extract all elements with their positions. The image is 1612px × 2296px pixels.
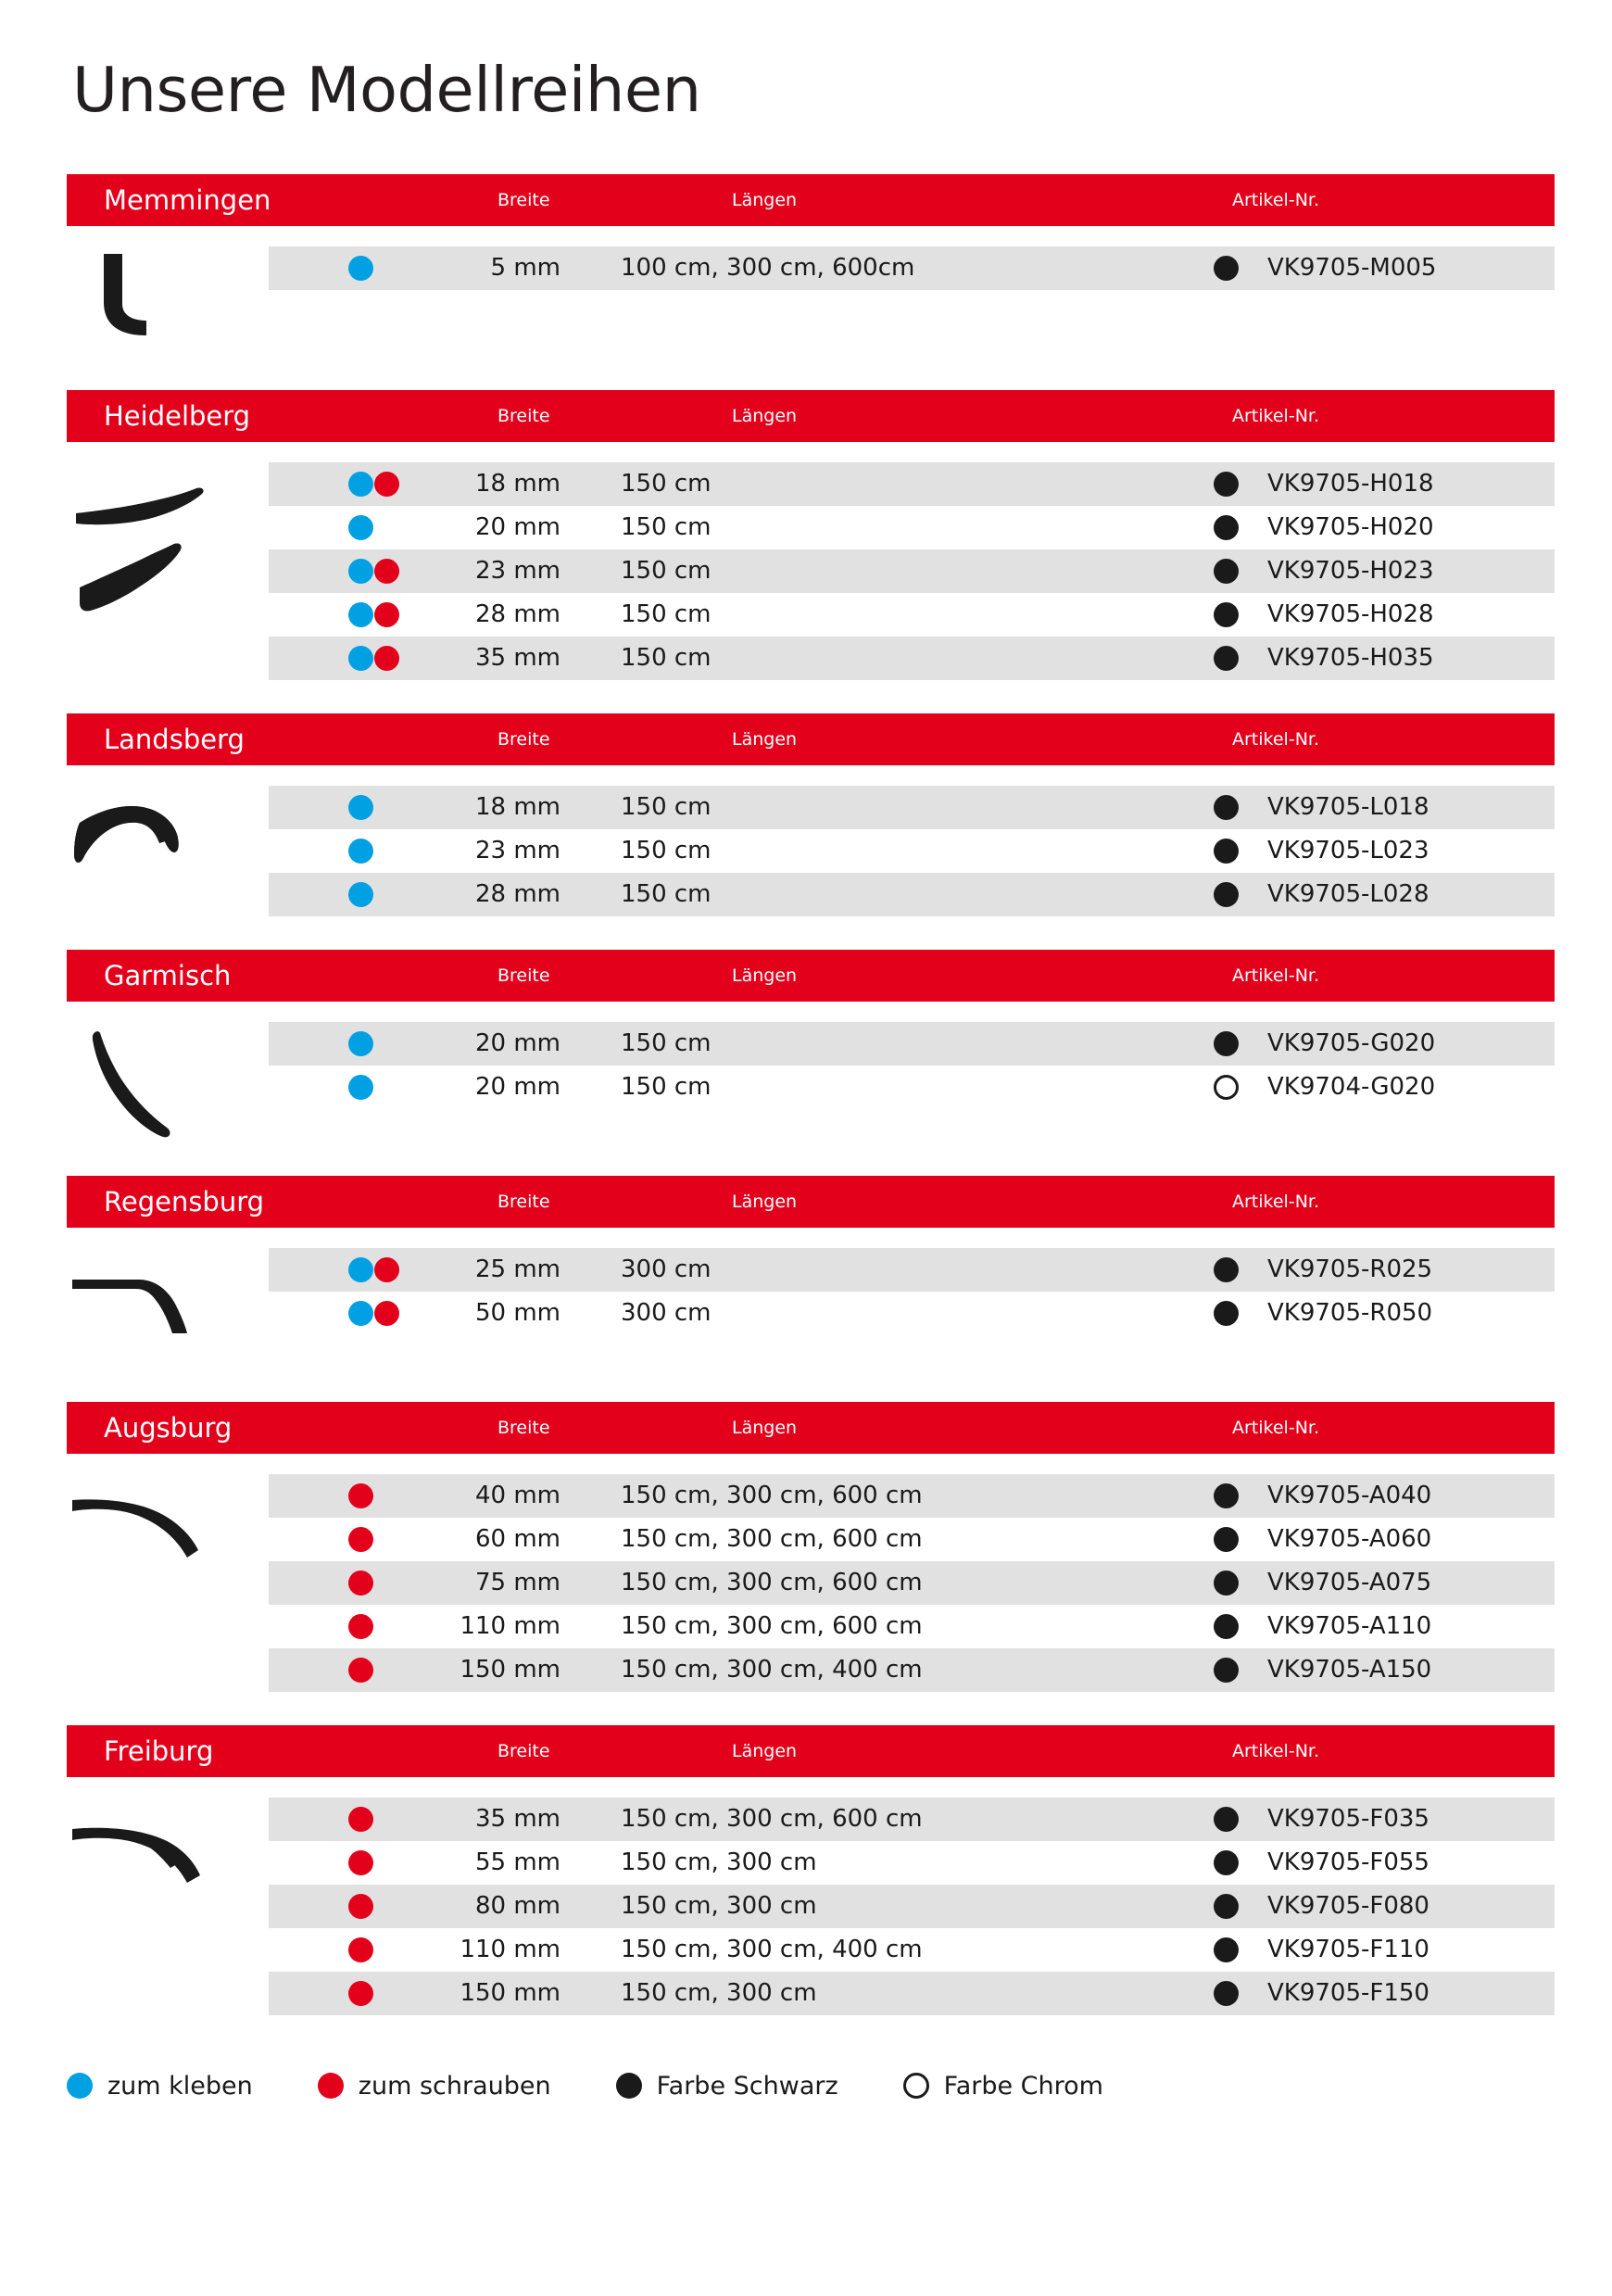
series-name: Landsberg	[104, 724, 245, 756]
rows-freiburg	[269, 1777, 1555, 2015]
red-dot-icon	[374, 1257, 399, 1282]
cell-laengen: 300 cm	[621, 1255, 712, 1284]
series-body	[0, 1228, 1612, 1402]
column-header-breite: Breite	[497, 729, 550, 751]
spacer	[0, 1692, 1612, 1725]
cell-breite: 55 mm	[474, 1848, 560, 1877]
red-dot-icon	[348, 1483, 373, 1508]
series-body	[0, 442, 1612, 713]
cell-laengen: 150 cm	[621, 880, 712, 909]
cell-artikel: VK9705-A110	[1267, 1612, 1432, 1641]
black-dot-icon	[1214, 1614, 1239, 1639]
series-name: Garmisch	[104, 960, 232, 992]
black-dot-icon	[1214, 602, 1239, 627]
black-dot-icon	[1214, 1483, 1239, 1508]
red-dot-icon	[374, 1301, 399, 1326]
legend-item-chrome	[903, 2072, 1103, 2100]
spacer	[0, 680, 1612, 713]
black-dot-icon	[1214, 646, 1239, 671]
column-header-laengen: Längen	[732, 729, 798, 751]
rows-regensburg	[269, 1228, 1555, 1335]
series-header-freiburg	[67, 1725, 1555, 1777]
profile-illustration-freiburg	[67, 1798, 266, 1927]
spacer	[0, 916, 1612, 950]
spacer	[0, 122, 1612, 174]
legend-label: zum kleben	[107, 2071, 253, 2100]
legend-label: Farbe Chrom	[943, 2071, 1103, 2100]
red-dot-icon	[348, 1937, 373, 1962]
series-header-heidelberg	[67, 390, 1555, 442]
cell-artikel: VK9705-H018	[1267, 470, 1434, 498]
cell-breite: 60 mm	[474, 1525, 560, 1554]
cell-artikel: VK9705-M005	[1267, 254, 1437, 283]
rows-memmingen	[269, 226, 1555, 290]
series-name: Regensburg	[104, 1186, 265, 1218]
blue-dot-icon	[348, 839, 373, 864]
cell-artikel: VK9705-A040	[1267, 1482, 1432, 1510]
cell-laengen: 150 cm, 300 cm, 600 cm	[621, 1525, 923, 1554]
blue-dot-icon	[348, 472, 373, 497]
black-dot-icon	[1214, 1031, 1239, 1056]
legend	[67, 2058, 1612, 2113]
cell-breite: 20 mm	[474, 513, 560, 542]
cell-artikel: VK9705-H035	[1267, 644, 1434, 673]
cell-artikel: VK9705-R050	[1267, 1299, 1433, 1328]
blue-dot-icon	[348, 1257, 373, 1282]
blue-dot-icon	[348, 559, 373, 584]
rows-heidelberg	[269, 442, 1555, 680]
table-row	[269, 1885, 1555, 1928]
column-header-breite: Breite	[497, 406, 550, 427]
cell-breite: 20 mm	[474, 1029, 560, 1058]
chrome-dot-icon	[903, 2073, 929, 2099]
column-header-breite: Breite	[497, 1418, 550, 1439]
cell-breite: 28 mm	[474, 600, 560, 629]
red-dot-icon	[374, 646, 399, 671]
cell-breite: 23 mm	[474, 557, 560, 586]
cell-laengen: 150 cm, 300 cm, 600 cm	[621, 1612, 923, 1641]
cell-breite: 110 mm	[460, 1612, 560, 1641]
cell-artikel: VK9705-R025	[1267, 1255, 1433, 1284]
table-row	[269, 1066, 1555, 1109]
cell-artikel: VK9705-H023	[1267, 557, 1434, 586]
red-dot-icon	[348, 1981, 373, 2006]
cell-artikel: VK9705-A150	[1267, 1656, 1432, 1684]
black-dot-icon	[1214, 472, 1239, 497]
profile-illustration-regensburg	[67, 1248, 266, 1359]
cell-laengen: 150 cm, 300 cm, 400 cm	[621, 1936, 923, 1964]
table-row	[269, 786, 1555, 829]
series-name: Memmingen	[104, 184, 271, 217]
cell-breite: 80 mm	[474, 1892, 560, 1921]
legend-item-glue	[67, 2072, 253, 2100]
table-row	[269, 1798, 1555, 1841]
black-dot-icon	[1214, 1527, 1239, 1552]
cell-breite: 18 mm	[474, 793, 560, 822]
cell-laengen: 150 cm	[621, 1029, 712, 1058]
column-header-laengen: Längen	[732, 1418, 798, 1439]
series-body	[0, 1777, 1612, 2015]
cell-breite: 40 mm	[474, 1482, 560, 1510]
cell-artikel: VK9705-L028	[1267, 880, 1429, 909]
table-row	[269, 1561, 1555, 1605]
black-dot-icon	[1214, 795, 1239, 820]
blue-dot-icon	[348, 795, 373, 820]
series-header-regensburg	[67, 1176, 1555, 1228]
table-row	[269, 1474, 1555, 1518]
cell-breite: 50 mm	[474, 1299, 560, 1328]
cell-laengen: 150 cm	[621, 644, 712, 673]
column-header-artikel: Artikel-Nr.	[1232, 190, 1320, 211]
column-header-artikel: Artikel-Nr.	[1232, 1192, 1320, 1213]
red-dot-icon	[348, 1614, 373, 1639]
profile-illustration-augsburg	[67, 1474, 266, 1595]
red-dot-icon	[348, 1894, 373, 1919]
red-dot-icon	[348, 1807, 373, 1832]
red-dot-icon	[374, 559, 399, 584]
cell-laengen: 150 cm	[621, 837, 712, 865]
blue-dot-icon	[348, 602, 373, 627]
black-dot-icon	[1214, 559, 1239, 584]
cell-laengen: 150 cm	[621, 793, 712, 822]
black-dot-icon	[1214, 1894, 1239, 1919]
table-row	[269, 1292, 1555, 1335]
cell-artikel: VK9705-F055	[1267, 1848, 1429, 1877]
cell-artikel: VK9705-G020	[1267, 1029, 1436, 1058]
black-dot-icon	[1214, 515, 1239, 540]
black-dot-icon	[1214, 1850, 1239, 1875]
red-dot-icon	[374, 472, 399, 497]
cell-breite: 150 mm	[460, 1979, 560, 2008]
cell-artikel: VK9705-F150	[1267, 1979, 1429, 2008]
rows-augsburg	[269, 1454, 1555, 1692]
black-dot-icon	[1214, 256, 1239, 281]
cell-artikel: VK9705-F035	[1267, 1805, 1429, 1834]
series-header-memmingen	[67, 174, 1555, 226]
column-header-artikel: Artikel-Nr.	[1232, 1741, 1320, 1762]
cell-laengen: 150 cm	[621, 1073, 712, 1102]
legend-label: zum schrauben	[358, 2071, 551, 2100]
blue-dot-icon	[348, 646, 373, 671]
legend-label: Farbe Schwarz	[656, 2071, 838, 2100]
cell-artikel: VK9704-G020	[1267, 1073, 1436, 1102]
cell-laengen: 300 cm	[621, 1299, 712, 1328]
column-header-artikel: Artikel-Nr.	[1232, 1418, 1320, 1439]
profile-illustration-landsberg	[67, 786, 266, 906]
table-row	[269, 637, 1555, 680]
table-row	[269, 462, 1555, 506]
red-dot-icon	[318, 2073, 344, 2099]
series-block-regensburg	[0, 1176, 1612, 1402]
black-dot-icon	[1214, 1301, 1239, 1326]
cell-laengen: 150 cm	[621, 470, 712, 498]
series-name: Augsburg	[104, 1412, 233, 1444]
cell-breite: 35 mm	[474, 644, 560, 673]
cell-breite: 75 mm	[474, 1569, 560, 1597]
column-header-breite: Breite	[497, 1192, 550, 1213]
black-dot-icon	[1214, 1658, 1239, 1683]
cell-artikel: VK9705-F080	[1267, 1892, 1429, 1921]
table-row	[269, 829, 1555, 873]
rows-landsberg	[269, 765, 1555, 916]
series-header-augsburg	[67, 1402, 1555, 1454]
red-dot-icon	[348, 1658, 373, 1683]
column-header-laengen: Längen	[732, 190, 798, 211]
table-row	[269, 506, 1555, 549]
cell-laengen: 150 cm, 300 cm, 600 cm	[621, 1569, 923, 1597]
series-block-heidelberg	[0, 390, 1612, 713]
profile-illustration-heidelberg	[67, 462, 266, 662]
black-dot-icon	[1214, 882, 1239, 907]
table-row	[269, 1605, 1555, 1648]
cell-artikel: VK9705-L023	[1267, 837, 1429, 865]
table-row	[269, 1518, 1555, 1561]
black-dot-icon	[1214, 1807, 1239, 1832]
page-title: Unsere Modellreihen	[72, 54, 701, 126]
red-dot-icon	[348, 1527, 373, 1552]
cell-breite: 23 mm	[474, 837, 560, 865]
cell-artikel: VK9705-F110	[1267, 1936, 1429, 1964]
cell-laengen: 150 cm, 300 cm, 600 cm	[621, 1482, 923, 1510]
table-row	[269, 1022, 1555, 1066]
cell-breite: 5 mm	[490, 254, 560, 283]
cell-laengen: 100 cm, 300 cm, 600cm	[621, 254, 915, 283]
profile-illustration-garmisch	[67, 1022, 266, 1161]
table-row	[269, 1841, 1555, 1885]
cell-breite: 110 mm	[460, 1936, 560, 1964]
column-header-laengen: Längen	[732, 1741, 798, 1762]
table-row	[269, 593, 1555, 637]
column-header-laengen: Längen	[732, 406, 798, 427]
cell-laengen: 150 cm, 300 cm	[621, 1848, 817, 1877]
red-dot-icon	[348, 1850, 373, 1875]
column-header-artikel: Artikel-Nr.	[1232, 965, 1320, 987]
red-dot-icon	[374, 602, 399, 627]
series-name: Freiburg	[104, 1735, 214, 1768]
chrome-dot-icon	[1214, 1075, 1239, 1100]
column-header-artikel: Artikel-Nr.	[1232, 406, 1320, 427]
table-row	[269, 1928, 1555, 1972]
cell-artikel: VK9705-H028	[1267, 600, 1434, 629]
legend-item-screw	[318, 2072, 551, 2100]
column-header-breite: Breite	[497, 965, 550, 987]
black-dot-icon	[1214, 1257, 1239, 1282]
series-header-landsberg	[67, 713, 1555, 765]
black-dot-icon	[1214, 1937, 1239, 1962]
series-block-augsburg	[0, 1402, 1612, 1725]
blue-dot-icon	[67, 2073, 93, 2099]
blue-dot-icon	[348, 882, 373, 907]
cell-artikel: VK9705-L018	[1267, 793, 1429, 822]
series-block-garmisch	[0, 950, 1612, 1176]
column-header-breite: Breite	[497, 1741, 550, 1762]
blue-dot-icon	[348, 256, 373, 281]
cell-laengen: 150 cm, 300 cm	[621, 1979, 817, 2008]
table-row	[269, 549, 1555, 593]
cell-artikel: VK9705-H020	[1267, 513, 1434, 542]
series-block-landsberg	[0, 713, 1612, 950]
series-block-memmingen	[0, 174, 1612, 390]
red-dot-icon	[348, 1571, 373, 1596]
black-dot-icon	[616, 2073, 642, 2099]
cell-breite: 18 mm	[474, 470, 560, 498]
blue-dot-icon	[348, 515, 373, 540]
cell-laengen: 150 cm	[621, 557, 712, 586]
table-row	[269, 1248, 1555, 1292]
cell-breite: 28 mm	[474, 880, 560, 909]
rows-garmisch	[269, 1002, 1555, 1109]
series-body	[0, 765, 1612, 950]
blue-dot-icon	[348, 1031, 373, 1056]
column-header-artikel: Artikel-Nr.	[1232, 729, 1320, 751]
column-header-laengen: Längen	[732, 1192, 798, 1213]
series-block-freiburg	[0, 1725, 1612, 2015]
legend-item-black	[616, 2072, 838, 2100]
cell-breite: 20 mm	[474, 1073, 560, 1102]
cell-laengen: 150 cm, 300 cm, 600 cm	[621, 1805, 923, 1834]
profile-illustration-memmingen	[67, 246, 266, 358]
table-row	[269, 1648, 1555, 1692]
series-header-garmisch	[67, 950, 1555, 1002]
cell-laengen: 150 cm, 300 cm	[621, 1892, 817, 1921]
table-row	[269, 1972, 1555, 2015]
series-body	[0, 1002, 1612, 1176]
cell-artikel: VK9705-A075	[1267, 1569, 1432, 1597]
blue-dot-icon	[348, 1301, 373, 1326]
table-row	[269, 873, 1555, 916]
cell-breite: 25 mm	[474, 1255, 560, 1284]
black-dot-icon	[1214, 1981, 1239, 2006]
column-header-laengen: Längen	[732, 965, 798, 987]
cell-breite: 35 mm	[474, 1805, 560, 1834]
cell-laengen: 150 cm, 300 cm, 400 cm	[621, 1656, 923, 1684]
cell-artikel: VK9705-A060	[1267, 1525, 1432, 1554]
table-row	[269, 246, 1555, 290]
black-dot-icon	[1214, 1571, 1239, 1596]
blue-dot-icon	[348, 1075, 373, 1100]
series-body	[0, 226, 1612, 390]
cell-laengen: 150 cm	[621, 600, 712, 629]
cell-breite: 150 mm	[460, 1656, 560, 1684]
black-dot-icon	[1214, 839, 1239, 864]
series-name: Heidelberg	[104, 400, 251, 433]
cell-laengen: 150 cm	[621, 513, 712, 542]
series-body	[0, 1454, 1612, 1725]
column-header-breite: Breite	[497, 190, 550, 211]
